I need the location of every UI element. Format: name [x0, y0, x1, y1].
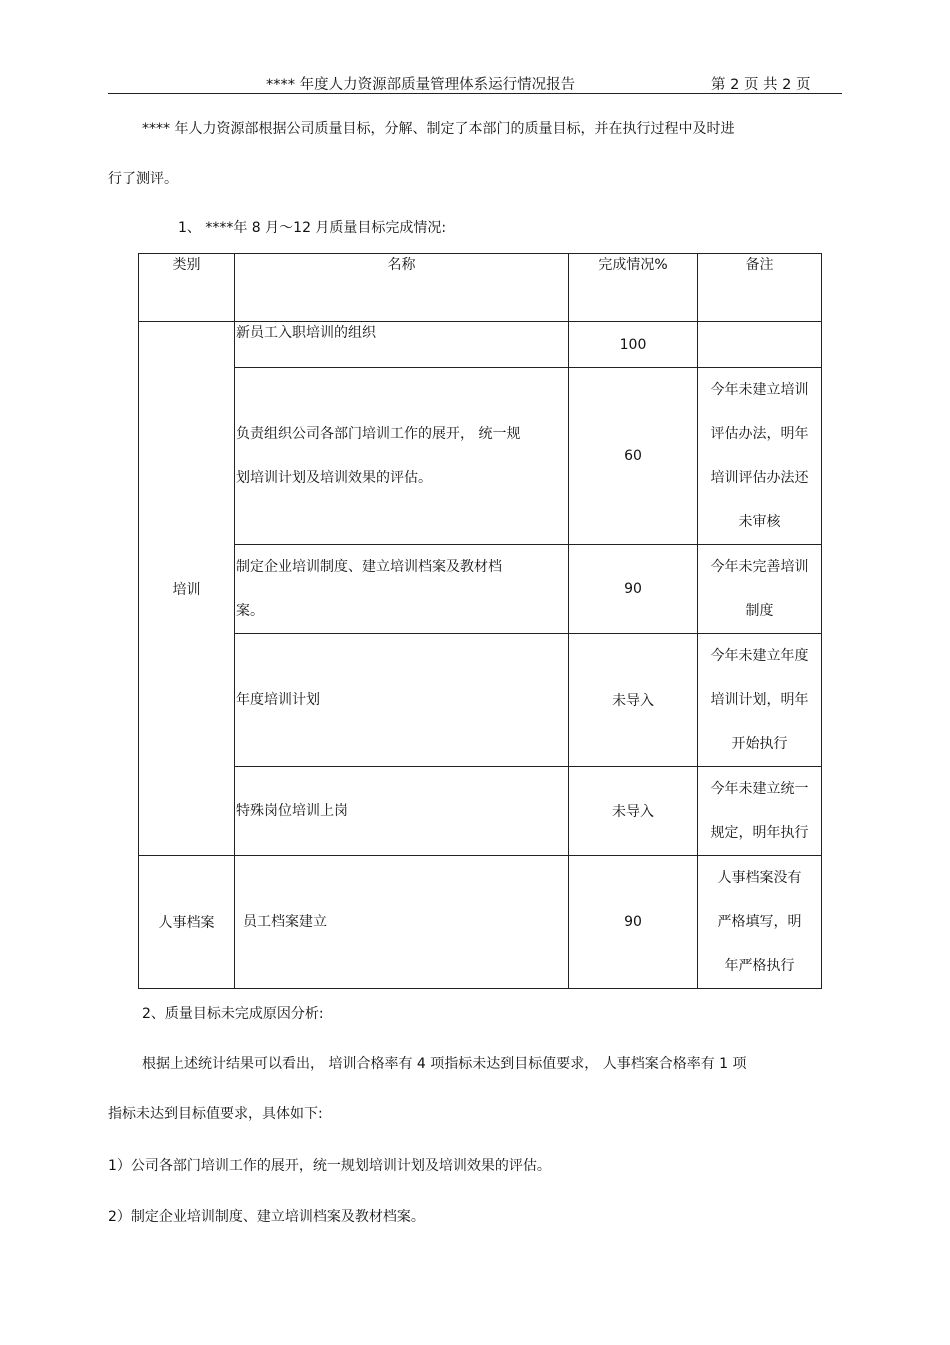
note-cell: [698, 545, 822, 634]
target-name: [235, 368, 569, 545]
note-line: 人事档案没有: [717, 870, 802, 886]
note-cell: [698, 767, 822, 856]
note-line: 评估办法，明年: [710, 426, 809, 442]
note-line: 今年未完善培训: [710, 559, 809, 575]
quality-target-table: [138, 253, 822, 989]
note-cell: [698, 322, 822, 368]
target-name: 特殊岗位培训上岗: [235, 767, 569, 856]
section-2-heading: 2、质量目标未完成原因分析:: [142, 1006, 324, 1022]
completion-value: 100: [569, 322, 698, 368]
report-title: **** 年度人力资源部质量管理体系运行情况报告: [266, 77, 576, 93]
category-personnel-files: 人事档案: [139, 856, 235, 989]
note-line: 今年未建立年度: [710, 648, 809, 664]
note-line: 未审核: [738, 514, 781, 530]
section-1-heading: 1、 ****年 8 月～12 月质量目标完成情况:: [178, 220, 447, 236]
header-completion: 完成情况%: [569, 254, 698, 322]
table-row: [139, 322, 822, 368]
target-name: 员工档案建立: [235, 856, 569, 989]
analysis-line-1: 根据上述统计结果可以看出， 培训合格率有 4 项指标未达到目标值要求， 人事档案合格率有 1 项: [142, 1056, 747, 1072]
completion-value: 未导入: [569, 634, 698, 767]
completion-value: 90: [569, 545, 698, 634]
note-line: 年严格执行: [724, 958, 795, 974]
completion-value: 未导入: [569, 767, 698, 856]
table-row: [139, 634, 822, 767]
target-name-line: 划培训计划及培训效果的评估。: [236, 470, 432, 486]
target-name: [235, 545, 569, 634]
target-name-line: 负责组织公司各部门培训工作的展开， 统一规: [236, 426, 521, 442]
target-name-line: 制定企业培训制度、建立培训档案及教材档: [236, 559, 502, 575]
reason-item-2: 2）制定企业培训制度、建立培训档案及教材档案。: [108, 1209, 425, 1225]
table-row: [139, 368, 822, 545]
header-rule: [108, 93, 842, 94]
table-row: [139, 856, 822, 989]
note-line: 严格填写，明: [717, 914, 802, 930]
header-category: 类别: [139, 254, 235, 322]
completion-value: 90: [569, 856, 698, 989]
target-name: 年度培训计划: [235, 634, 569, 767]
note-line: 培训计划，明年: [710, 692, 809, 708]
target-name: 新员工入职培训的组织: [235, 322, 569, 368]
note-line: 今年未建立统一: [710, 781, 809, 797]
intro-line-2: 行了测评。: [108, 171, 178, 187]
note-line: 规定，明年执行: [710, 825, 809, 841]
completion-value: 60: [569, 368, 698, 545]
table-row: [139, 767, 822, 856]
analysis-line-2: 指标未达到目标值要求，具体如下:: [108, 1106, 323, 1122]
note-cell: [698, 856, 822, 989]
table-header-row: [139, 254, 822, 322]
note-line: 培训评估办法还: [710, 470, 809, 486]
intro-line-1: **** 年人力资源部根据公司质量目标，分解、制定了本部门的质量目标，并在执行过程中及时进: [142, 121, 735, 137]
note-line: 制度: [745, 603, 774, 619]
page-number: 第 2 页 共 2 页: [711, 77, 811, 93]
reason-item-1: 1）公司各部门培训工作的展开，统一规划培训计划及培训效果的评估。: [108, 1158, 551, 1174]
header-name: 名称: [235, 254, 569, 322]
target-name-line: 案。: [236, 603, 264, 619]
note-cell: [698, 634, 822, 767]
table-row: [139, 545, 822, 634]
note-line: 开始执行: [731, 736, 788, 752]
note-cell: [698, 368, 822, 545]
header-note: 备注: [698, 254, 822, 322]
note-line: 今年未建立培训: [710, 382, 809, 398]
category-training: 培训: [139, 322, 235, 856]
